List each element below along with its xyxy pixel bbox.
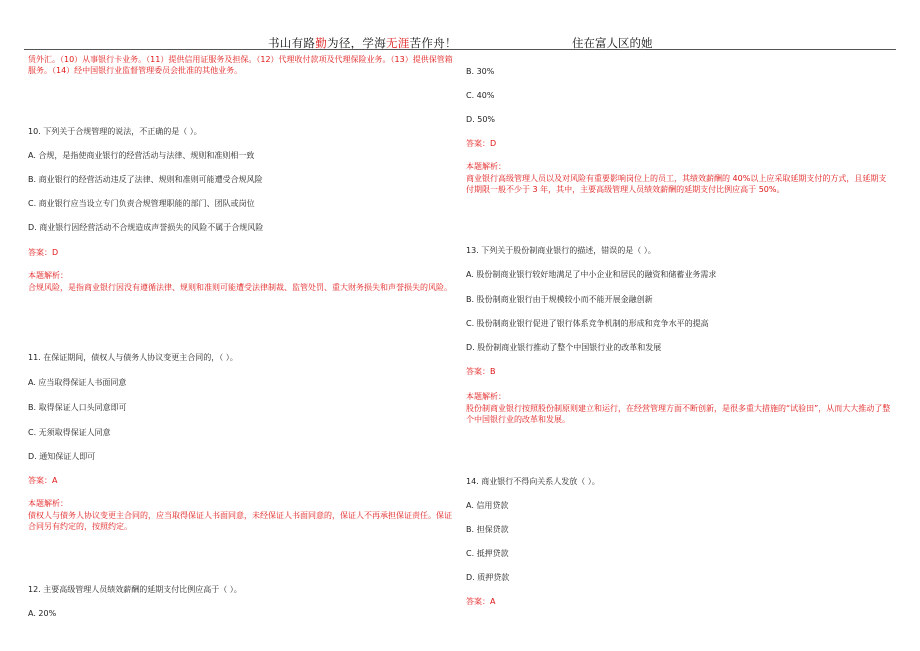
analysis-text: 合规风险，是指商业银行因没有遵循法律、规则和准则可能遭受法律制裁、监管处罚、重大财务损失和声誉损失的风险。 xyxy=(28,283,452,292)
answer: 答案：A xyxy=(28,476,58,485)
answer: 答案：D xyxy=(28,248,59,257)
option-a: A. 信用贷款 xyxy=(466,501,509,510)
analysis-heading: 本题解析： xyxy=(28,271,68,280)
option-b: B. 取得保证人口头同意即可 xyxy=(28,403,127,412)
option-c: C. 股份制商业银行促进了银行体系竞争机制的形成和竞争水平的提高 xyxy=(466,319,709,328)
question-11: 11. 在保证期间，债权人与债务人协议变更主合同的，（ ）。 xyxy=(28,353,238,362)
option-c: C. 40% xyxy=(466,91,495,100)
header-tagline: 住在富人区的她 xyxy=(572,36,653,50)
analysis-text: 股份制商业银行按照股份制原则建立和运行，在经营管理方面不断创新，是很多重大措施的“试验田”，从而大大推动了整个中国银行业的改革和发展。 xyxy=(466,404,891,424)
answer: 答案：D xyxy=(466,139,497,148)
motto-highlight: 无涯 xyxy=(386,36,410,50)
option-d: D. 商业银行因经营活动不合规造成声誉损失的风险不属于合规风险 xyxy=(28,223,264,232)
option-d: D. 50% xyxy=(466,115,496,124)
answer: 答案：A xyxy=(466,597,496,606)
option-a: A. 20% xyxy=(28,609,57,618)
option-c: C. 商业银行应当设立专门负责合规管理职能的部门、团队或岗位 xyxy=(28,199,255,208)
right-column xyxy=(466,54,894,644)
page-header xyxy=(0,0,920,48)
option-d: D. 通知保证人即可 xyxy=(28,452,96,461)
question-12: 12. 主要高级管理人员绩效薪酬的延期支付比例应高于（ ）。 xyxy=(28,585,242,594)
analysis-heading: 本题解析： xyxy=(466,162,506,171)
question-14: 14. 商业银行不得向关系人发放（ ）。 xyxy=(466,477,600,486)
question-13: 13. 下列关于股份制商业银行的描述，错误的是（ ）。 xyxy=(466,246,656,255)
motto-part: 为径，学海 xyxy=(327,36,387,50)
option-d: D. 质押贷款 xyxy=(466,573,510,582)
carry-over-text: 赁外汇。（10）从事银行卡业务。（11）提供信用证服务及担保。（12）代理收付款项及代理保险业务。（13）提供保管箱服务。（14）经中国银行业监督管理委员会批准的其他业务。 xyxy=(28,55,453,75)
header-divider xyxy=(24,49,896,50)
motto-part: 苦作舟！ xyxy=(409,36,457,50)
option-d: D. 股份制商业银行推动了整个中国银行业的改革和发展 xyxy=(466,343,662,352)
option-c: C. 抵押贷款 xyxy=(466,549,509,558)
motto-part: 书山有路 xyxy=(268,36,316,50)
analysis-heading: 本题解析： xyxy=(466,392,506,401)
motto-highlight: 勤 xyxy=(315,36,328,50)
analysis-heading: 本题解析： xyxy=(28,499,68,508)
option-a: A. 应当取得保证人书面同意 xyxy=(28,378,127,387)
option-a: A. 合规，是指使商业银行的经营活动与法律、规则和准则相一致 xyxy=(28,151,255,160)
left-column xyxy=(28,54,454,644)
option-b: B. 商业银行的经营活动违反了法律、规则和准则可能遭受合规风险 xyxy=(28,175,263,184)
option-a: A. 股份制商业银行较好地满足了中小企业和居民的融资和储蓄业务需求 xyxy=(466,270,717,279)
option-b: B. 担保贷款 xyxy=(466,525,509,534)
analysis-text: 债权人与债务人协议变更主合同的，应当取得保证人书面同意，未经保证人书面同意的，保证人不再承担保证责任。保证合同另有约定的，按照约定。 xyxy=(28,511,452,531)
question-10: 10. 下列关于合规管理的说法，不正确的是（ ）。 xyxy=(28,127,202,136)
analysis-text: 商业银行高级管理人员以及对风险有重要影响岗位上的员工，其绩效薪酬的 40%以上应采取延期支付的方式，且延期支付期限一般不少于 3 年，其中，主要高级管理人员绩效薪酬的延期支付比例应高于 50%。 xyxy=(466,174,887,194)
option-c: C. 无须取得保证人同意 xyxy=(28,428,111,437)
answer: 答案：B xyxy=(466,367,496,376)
option-b: B. 30% xyxy=(466,67,495,76)
option-b: B. 股份制商业银行由于规模较小而不能开展金融创新 xyxy=(466,295,653,304)
